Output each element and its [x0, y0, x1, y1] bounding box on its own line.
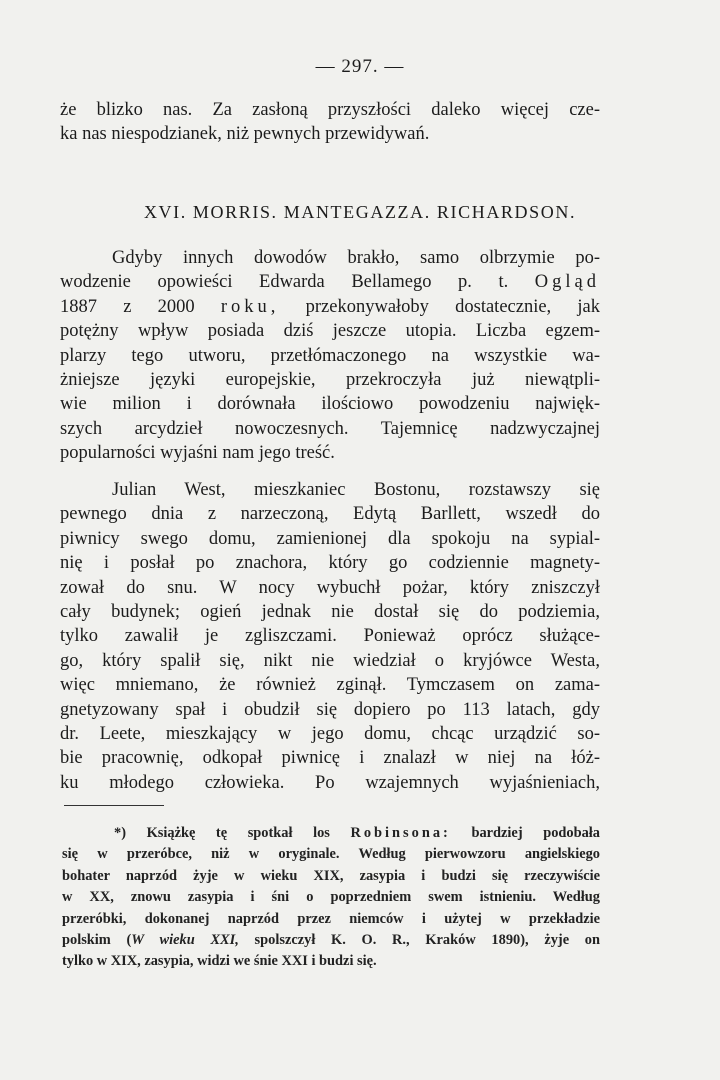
book-title-spaced: Ogląd — [534, 272, 601, 293]
footnote-line: tylko w XIX, zasypia, widzi we śnie XXI i budzi się. — [62, 953, 377, 970]
footnote-line: w XX, znowu zasypia i śni o poprzedniem swem istnieniu. Według — [62, 889, 600, 906]
text-fragment: *) Książkę tę spotkał los — [114, 825, 330, 841]
text-line: Gdyby innych dowodów brakło, samo olbrzymie po- — [112, 248, 600, 268]
text-line: bie pracownię, odkopał piwnicę i znalazł w niej na łóż- — [60, 748, 600, 769]
text-fragment: polskim ( — [62, 932, 132, 949]
text-line: go, który spalił się, nikt nie wiedział o kryjówce Westa, — [60, 650, 600, 671]
footnote-line — [62, 823, 600, 844]
footnote-divider — [64, 805, 164, 806]
text-fragment: 1887 z 2000 — [60, 296, 195, 317]
text-line: nię i posłał po znachora, który go codziennie magnety- — [60, 553, 600, 574]
continuation-paragraph — [60, 98, 600, 147]
spaced-word: roku, — [220, 296, 280, 317]
text-line: że blizko nas. Za zasłoną przyszłości daleko więcej cze- — [60, 100, 600, 120]
text-line: wie milion i dorównała ilościowo powodzeniu najwięk- — [60, 394, 600, 415]
text-line: tylko zawalił je zgliszczami. Ponieważ oprócz służące- — [60, 626, 600, 647]
footnote-line — [62, 930, 600, 951]
footnote-line: bohater naprzód żyje w wieku XIX, zasypia i budzi się rzeczywiście — [62, 867, 600, 884]
text-fragment: spolszczył K. O. R., Kraków 1890), żyje on — [238, 932, 600, 949]
text-line — [60, 295, 600, 319]
text-line: żniejsze języki europejskie, przekroczyła już niewątpli- — [60, 370, 600, 391]
text-line: ka nas niespodzianek, niż pewnych przewidywań. — [60, 124, 430, 145]
page-number: — 297. — — [315, 56, 405, 77]
text-line: potężny wpływ posiada dziś jeszcze utopia. Liczba egzem- — [60, 321, 600, 342]
text-line: cały budynek; ogień jednak nie dostał się do podziemia, — [60, 602, 600, 623]
text-line: plarzy tego utworu, przetłómaczonego na wszystkie wa- — [60, 345, 600, 366]
text-line: piwnicy swego domu, zamienionej dla spokoju na sypial- — [60, 528, 600, 549]
text-line: gnetyzowany spał i obudził się dopiero po 113 latach, gdy — [60, 699, 600, 720]
footnote-line: przeróbki, dokonanej naprzód przez niemców i użytej w przekładzie — [62, 910, 600, 927]
paragraph-1 — [60, 246, 600, 466]
italic-title: W wieku XXI, — [131, 932, 239, 949]
footnote — [62, 823, 600, 973]
chapter-title: XVI. MORRIS. MANTEGAZZA. RICHARDSON. — [143, 202, 577, 222]
text-line: więc mniemano, że również zginął. Tymczasem on zama- — [60, 675, 600, 696]
text-fragment: przekonywałoby dostatecznie, jak — [305, 296, 600, 317]
text-line: szych arcydzieł nowoczesnych. Tajemnicę nadzwyczajnej — [60, 418, 600, 439]
footnote-line: się w przeróbce, niż w oryginale. Według pierwowzoru angielskiego — [62, 846, 600, 863]
text-line: zował do snu. W nocy wybuchł pożar, który zniszczył — [60, 577, 600, 598]
text-fragment: bardziej podobała — [471, 825, 600, 841]
text-fragment: wodzenie opowieści Edwarda Bellamego p. t. — [60, 272, 509, 293]
text-line: dr. Leete, mieszkający w jego domu, chcąc urządzić so- — [60, 724, 600, 745]
text-line: Julian West, mieszkaniec Bostonu, rozstawszy się — [112, 480, 600, 500]
spaced-word: Robinsona: — [350, 825, 451, 841]
text-line — [60, 270, 600, 294]
text-line: pewnego dnia z narzeczoną, Edytą Barllett, wszedł do — [60, 504, 600, 525]
paragraph-2 — [60, 478, 600, 795]
text-line: popularności wyjaśni nam jego treść. — [60, 443, 335, 464]
text-line: ku młodego człowieka. Po wzajemnych wyjaśnieniach, — [60, 772, 600, 793]
